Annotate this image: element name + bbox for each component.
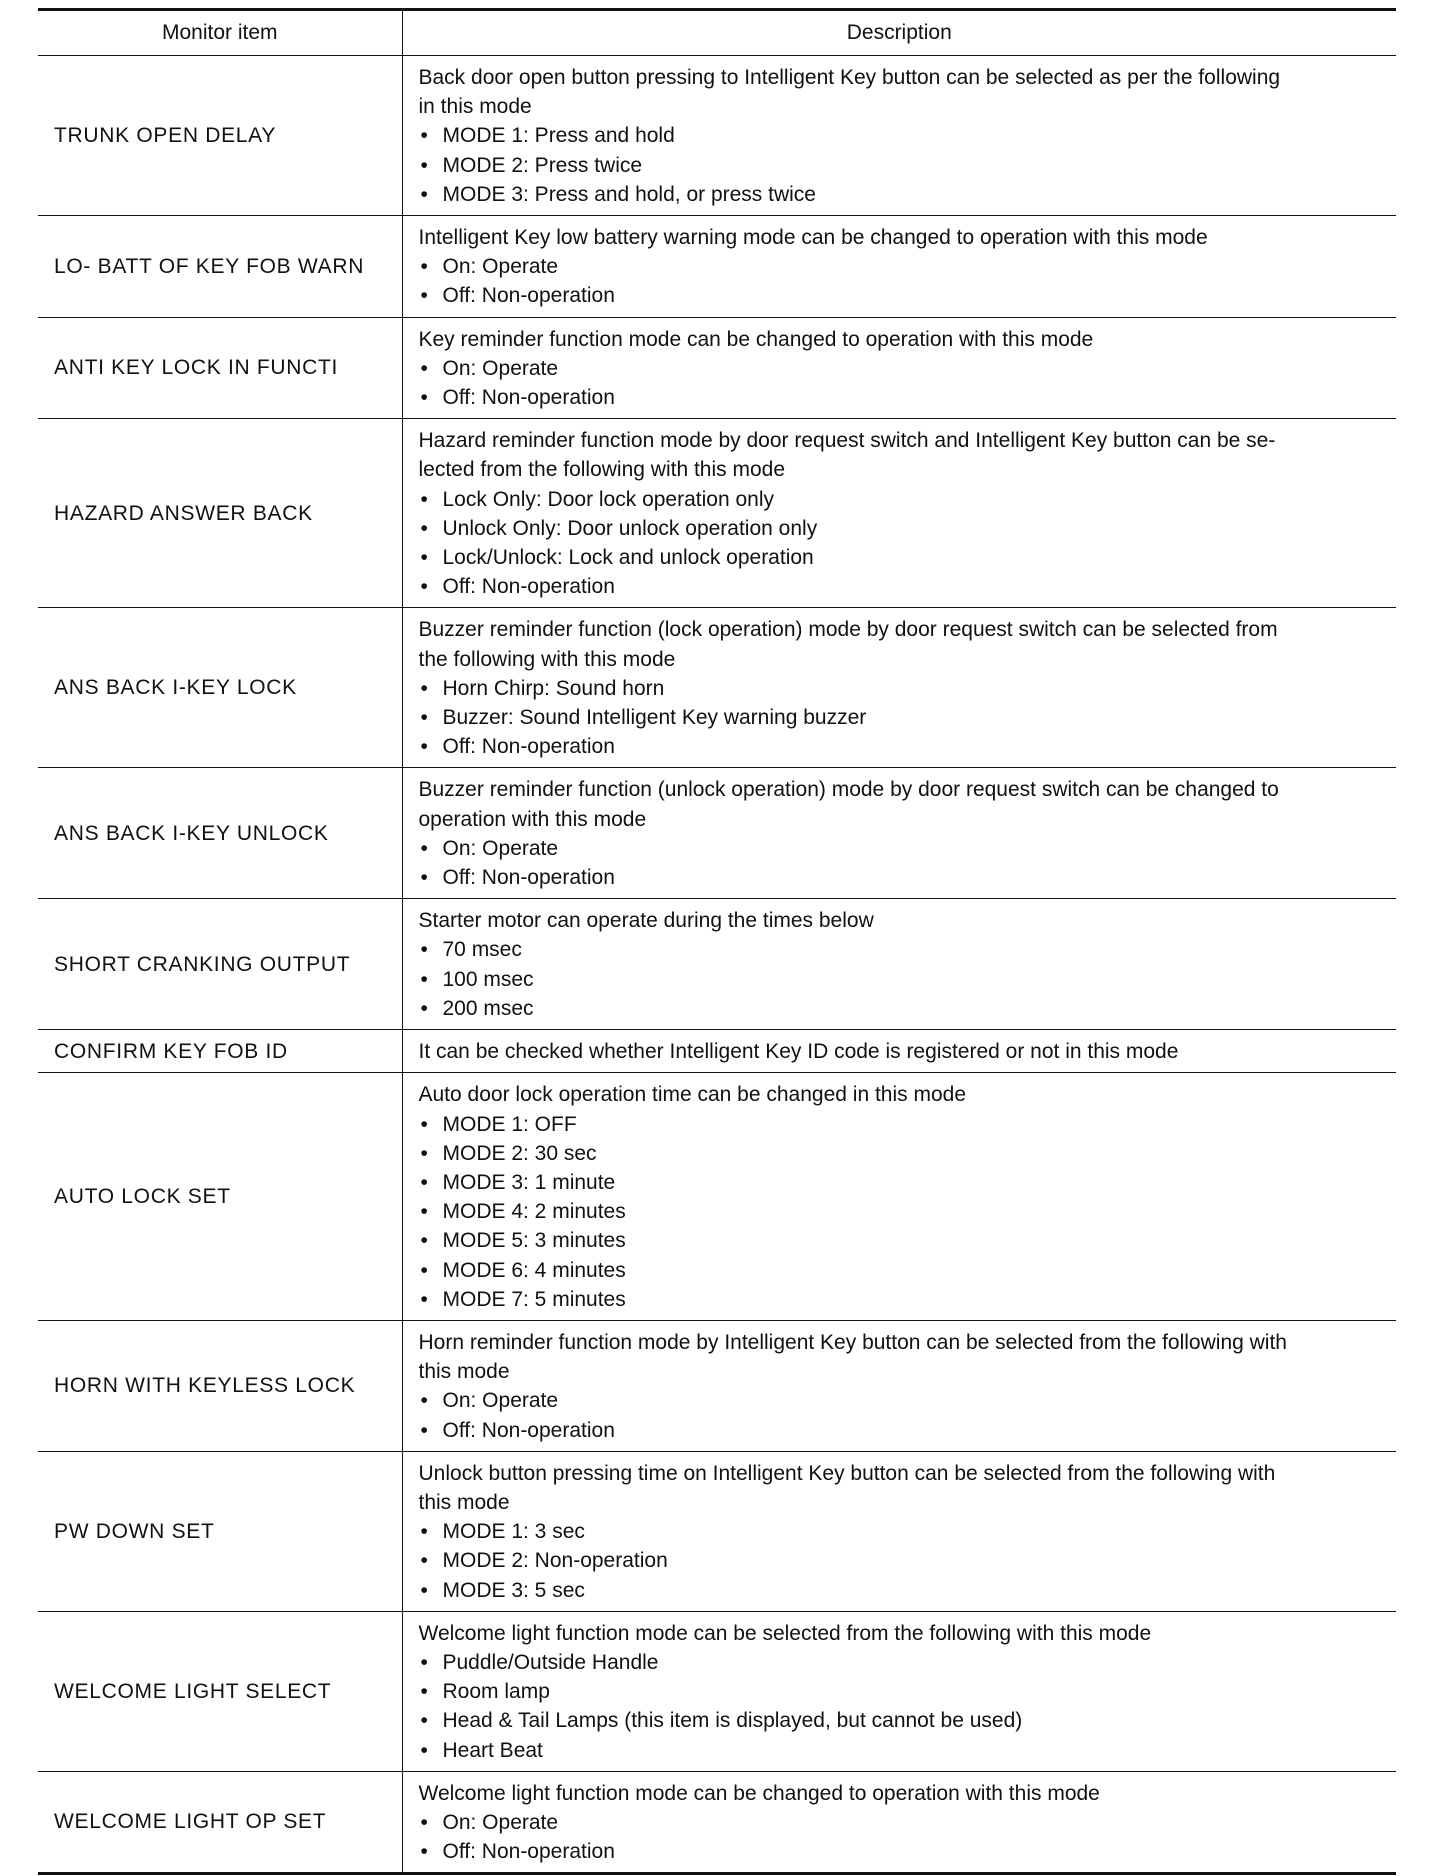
bullet-item: • Unlock Only: Door unlock operation only [419,514,1391,543]
monitor-item-cell: LO- BATT OF KEY FOB WARN [38,216,402,318]
description-text: this mode [418,1490,510,1514]
bullet-item: • Off: Non-operation [419,572,1391,601]
monitor-item-cell: ANS BACK I-KEY UNLOCK [38,768,402,899]
bullet-item: • MODE 1: 3 sec [419,1517,1391,1546]
bullet-item: • MODE 3: 1 minute [419,1168,1391,1197]
description-cell [402,317,1396,419]
monitor-item-cell: WELCOME LIGHT SELECT [38,1611,402,1771]
monitor-item-cell: ANTI KEY LOCK IN FUNCTI [38,317,402,419]
description-text: Key reminder function mode can be changed to operation with this mode [418,327,1094,351]
table-row [38,1030,1396,1073]
monitor-item-cell: HAZARD ANSWER BACK [38,419,402,608]
description-text: Hazard reminder function mode by door request switch and Intelligent Key button can be se- [418,429,1276,453]
bullet-item: • MODE 1: OFF [419,1110,1391,1139]
bullet-item: • 200 msec [419,994,1391,1023]
description-cell [402,56,1396,216]
table-row [38,317,1396,419]
description-text: in this mode [418,95,532,119]
table-row [38,1451,1396,1611]
table-row [38,1073,1396,1321]
bullet-item: • MODE 4: 2 minutes [419,1197,1391,1226]
bullet-item: • MODE 2: Press twice [419,151,1391,180]
table-row [38,608,1396,768]
bullet-item: • On: Operate [419,1808,1391,1837]
monitor-item-cell: CONFIRM KEY FOB ID [38,1030,402,1073]
description-text: Starter motor can operate during the times below [418,909,874,933]
table-row [38,768,1396,899]
description-cell [402,419,1396,608]
bullet-item: • Heart Beat [419,1736,1391,1765]
column-header-description: Description [402,10,1396,56]
bullet-item: • Off: Non-operation [419,863,1391,892]
bullet-item: • Lock Only: Door lock operation only [419,485,1391,514]
table-body [38,56,1396,1874]
bullet-item: • 100 msec [419,965,1391,994]
description-text: Welcome light function mode can be changed to operation with this mode [418,1781,1100,1805]
bullet-item: • On: Operate [419,252,1391,281]
bullet-item: • 70 msec [419,935,1391,964]
description-text: Intelligent Key low battery warning mode can be changed to operation with this mode [418,226,1208,250]
description-cell [402,1611,1396,1771]
bullet-item: • Horn Chirp: Sound horn [419,674,1391,703]
description-text: Buzzer reminder function (unlock operation) mode by door request switch can be changed to [418,778,1279,802]
description-cell [402,608,1396,768]
monitor-item-cell: ANS BACK I-KEY LOCK [38,608,402,768]
description-text: Horn reminder function mode by Intelligent Key button can be selected from the following with [418,1330,1287,1354]
description-text: lected from the following with this mode [418,458,786,482]
bullet-item: • On: Operate [419,354,1391,383]
bullet-item: • MODE 6: 4 minutes [419,1256,1391,1285]
monitor-item-cell: TRUNK OPEN DELAY [38,56,402,216]
description-cell [402,1073,1396,1321]
bullet-item: • Head & Tail Lamps (this item is displayed, but cannot be used) [419,1706,1391,1735]
description-cell [402,768,1396,899]
bullet-item: • Lock/Unlock: Lock and unlock operation [419,543,1391,572]
description-text: It can be checked whether Intelligent Key ID code is registered or not in this mode [418,1040,1179,1064]
bullet-item: • Off: Non-operation [419,281,1391,310]
monitor-item-cell: AUTO LOCK SET [38,1073,402,1321]
monitor-item-cell: WELCOME LIGHT OP SET [38,1771,402,1874]
bullet-item: • Room lamp [419,1677,1391,1706]
description-cell [402,1320,1396,1451]
description-cell [402,1030,1396,1073]
bullet-item: • Puddle/Outside Handle [419,1648,1391,1677]
table-row [38,1771,1396,1874]
description-cell [402,1451,1396,1611]
description-text: this mode [418,1360,510,1384]
bullet-item: • MODE 2: 30 sec [419,1139,1391,1168]
bullet-item: • Off: Non-operation [419,383,1391,412]
monitor-item-document [38,8,1396,1875]
table-row [38,56,1396,216]
description-text: operation with this mode [418,807,647,831]
monitor-item-cell: PW DOWN SET [38,1451,402,1611]
table-row [38,899,1396,1030]
bullet-item: • MODE 3: Press and hold, or press twice [419,180,1391,209]
description-text: the following with this mode [418,647,676,671]
column-header-monitor-item: Monitor item [38,10,402,56]
header-row [38,10,1396,56]
description-text: Buzzer reminder function (lock operation) mode by door request switch can be selected from [418,618,1278,642]
bullet-item: • Off: Non-operation [419,732,1391,761]
table-header [38,10,1396,56]
monitor-item-cell: HORN WITH KEYLESS LOCK [38,1320,402,1451]
bullet-item: • MODE 5: 3 minutes [419,1226,1391,1255]
table-row [38,1611,1396,1771]
table-row [38,1320,1396,1451]
description-cell [402,899,1396,1030]
monitor-item-cell: SHORT CRANKING OUTPUT [38,899,402,1030]
description-cell [402,1771,1396,1874]
description-text: Unlock button pressing time on Intelligent Key button can be selected from the following with [418,1461,1276,1485]
bullet-item: • Buzzer: Sound Intelligent Key warning buzzer [419,703,1391,732]
description-text: Back door open button pressing to Intelligent Key button can be selected as per the following [418,66,1281,89]
bullet-item: • Off: Non-operation [419,1416,1391,1445]
table-row [38,419,1396,608]
bullet-item: • On: Operate [419,834,1391,863]
bullet-item: • MODE 7: 5 minutes [419,1285,1391,1314]
bullet-item: • MODE 1: Press and hold [419,121,1391,150]
monitor-item-table [38,8,1396,1875]
description-text: Auto door lock operation time can be changed in this mode [418,1083,967,1107]
description-cell [402,216,1396,318]
bullet-item: • On: Operate [419,1386,1391,1415]
description-text: Welcome light function mode can be selected from the following with this mode [418,1621,1152,1645]
bullet-item: • MODE 2: Non-operation [419,1546,1391,1575]
bullet-item: • Off: Non-operation [419,1837,1391,1866]
table-row [38,216,1396,318]
bullet-item: • MODE 3: 5 sec [419,1576,1391,1605]
